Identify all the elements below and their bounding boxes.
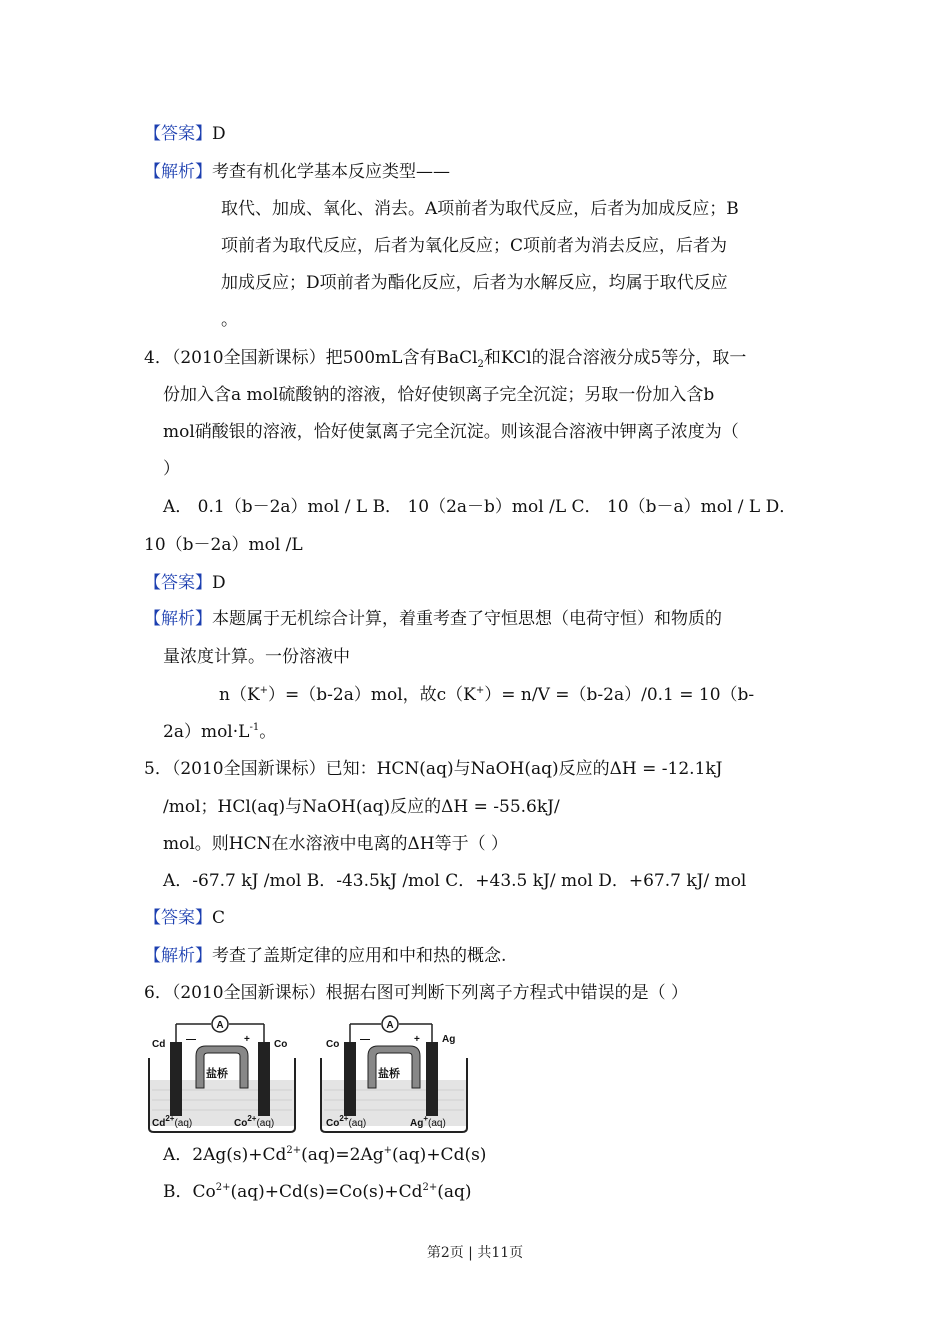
q4-options: 10（b－2a）mol /L: [144, 535, 303, 555]
minus-sign: —: [360, 1034, 370, 1045]
q3-analysis-line: 。: [221, 310, 238, 330]
electrode-left: [170, 1042, 182, 1116]
q5-analysis: 【解析】考查了盖斯定律的应用和中和热的概念.: [144, 946, 507, 966]
analysis-tag: 【解析】: [144, 946, 212, 966]
q3-answer: 【答案】D: [144, 124, 226, 144]
electrode-right-label: Ag: [442, 1034, 456, 1045]
answer-tag: 【答案】: [144, 573, 212, 593]
electrode-left-label: Co: [326, 1039, 340, 1050]
ammeter-label: A: [216, 1020, 224, 1031]
q3-analysis-line: 加成反应；D项前者为酯化反应，后者为水解反应，均属于取代反应: [221, 273, 728, 293]
q6-option-b: B．$Co^{2+}(aq)+Cd(s)=Co(s)+Cd^{2+}(aq)$: [163, 1182, 472, 1202]
salt-bridge-label: 盐桥: [206, 1068, 228, 1080]
q4-stem-line: mol硝酸银的溶液，恰好使氯离子完全沉淀。则该混合溶液中钾离子浓度为（: [163, 422, 739, 442]
q4-stem-line: 份加入含a mol硫酸钠的溶液，恰好使钡离子完全沉淀；另取一份加入含b: [163, 385, 715, 405]
q5-stem-line: 5．（2010全国新课标）已知：HCN(aq)与NaOH(aq)反应的ΔH = -12.1kJ: [144, 759, 723, 779]
q4-analysis: 【解析】本题属于无机综合计算，着重考查了守恒思想（电荷守恒）和物质的: [144, 609, 722, 629]
q3-analysis-line: 取代、加成、氧化、消去。A项前者为取代反应，后者为加成反应；B: [221, 199, 739, 219]
q5-stem-line: /mol；HCl(aq)与NaOH(aq)反应的ΔH = -55.6kJ/: [163, 797, 560, 817]
q6-stem-line: 6．（2010全国新课标）根据右图可判断下列离子方程式中错误的是（ ）: [144, 983, 688, 1003]
answer-tag: 【答案】: [144, 908, 212, 928]
ion-right-label: Ag+(aq): [410, 1114, 446, 1129]
minus-sign: —: [186, 1034, 196, 1045]
q4-analysis-line: 量浓度计算。一份溶液中: [163, 647, 350, 667]
q4-stem-line: 4．（2010全国新课标）把500mL含有BaCl$_2$和KCl的混合溶液分成5等分，取一: [144, 348, 747, 370]
electrode-right: [426, 1042, 438, 1116]
q4-analysis-line: $2a)mol\cdot L^{-1}$。: [163, 722, 277, 742]
q5-answer: 【答案】C: [144, 908, 226, 928]
q3-analysis-line: 项前者为取代反应，后者为氧化反应；C项前者为消去反应，后者为: [221, 236, 728, 256]
q4-stem-line: ）: [163, 459, 180, 479]
electrode-left-label: Cd: [152, 1039, 166, 1050]
plus-sign: +: [414, 1034, 420, 1045]
salt-bridge-label: 盐桥: [378, 1068, 400, 1080]
q4-options: A． 0.1（b－2a）mol / L B． 10（2a－b）mol /L C． 10（b－a）mol / L D．: [163, 497, 797, 517]
q6-option-a: A．$2Ag(s)+Cd^{2+}(aq)=2Ag^+(aq)+Cd(s)$: [163, 1145, 487, 1165]
q3-analysis: 【解析】考查有机化学基本反应类型——: [144, 162, 450, 182]
galvanic-cell-diagram-2: [318, 1012, 470, 1134]
ion-left-label: $Cd^{2+}(aq)$: [152, 1114, 193, 1129]
electrode-right-label: Co: [274, 1039, 288, 1050]
q5-options: A．-67.7 kJ /mol B．-43.5kJ /mol C．+43.5 kJ/ mol D．+67.7 kJ/ mol: [163, 871, 747, 891]
q4-answer: 【答案】D: [144, 573, 226, 593]
ion-right-label: $Co^{2+}(aq)$: [234, 1114, 275, 1129]
page-footer: 第2页 | 共11页: [426, 1245, 524, 1261]
analysis-tag: 【解析】: [144, 609, 212, 629]
answer-tag: 【答案】: [144, 124, 212, 144]
analysis-tag: 【解析】: [144, 162, 212, 182]
electrode-left: [344, 1042, 356, 1116]
ammeter-label: A: [386, 1020, 394, 1031]
plus-sign: +: [244, 1034, 250, 1045]
ion-left-label: $Co^{2+}(aq)$: [326, 1114, 367, 1129]
electrode-right: [258, 1042, 270, 1116]
q4-analysis-line: n（K+）=（b-2a）mol，故c（K+）= n/V =（b-2a）/0.1 = 10（b-: [219, 685, 755, 705]
q5-stem-line: mol。则HCN在水溶液中电离的ΔH等于（ ）: [163, 834, 509, 854]
galvanic-cell-diagram-1: [146, 1012, 298, 1134]
